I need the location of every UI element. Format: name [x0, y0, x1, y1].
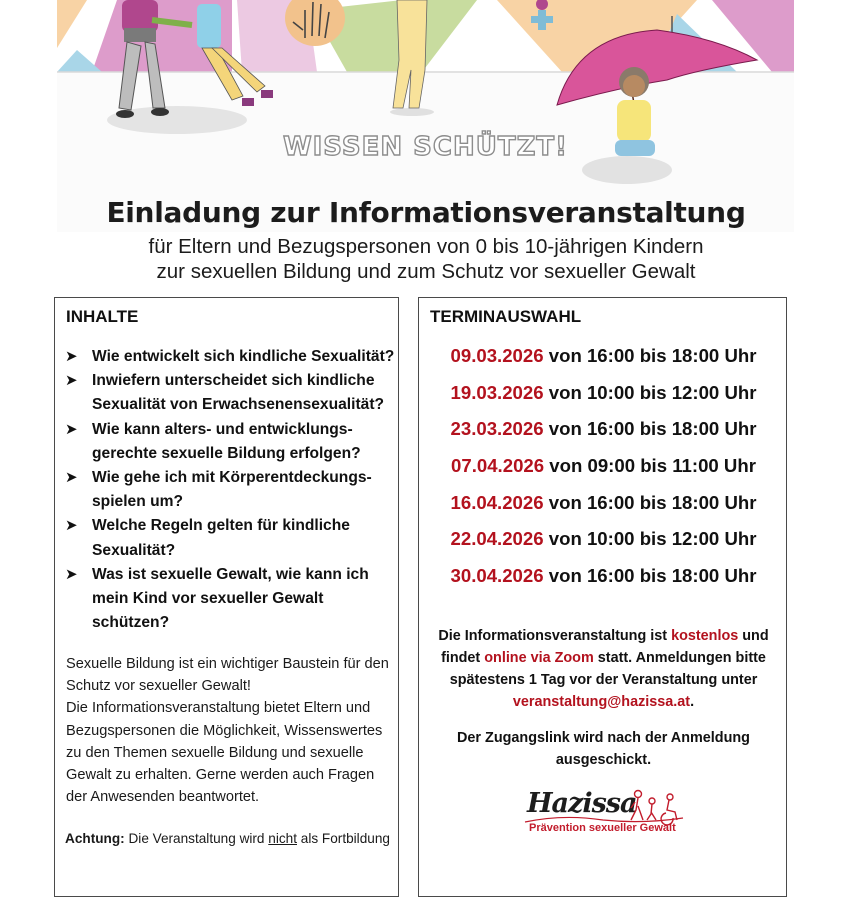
- question-text: Wie entwickelt sich kindliche Sexualität?: [92, 348, 395, 365]
- free-highlight: kostenlos: [671, 628, 739, 644]
- description-paragraph: [66, 653, 396, 808]
- date-value: 19.03.2026: [450, 381, 544, 403]
- question-text: Welche Regeln gelten für kindliche: [92, 517, 350, 535]
- time-range: von 10:00 bis 12:00 Uhr: [543, 381, 757, 403]
- info-text: spätestens 1 Tag vor der Veranstaltung unter: [449, 672, 758, 688]
- notice-text-part: als Fortbildung: [297, 831, 390, 846]
- access-text: ausgeschickt.: [555, 752, 652, 768]
- hazissa-logo: [523, 788, 687, 846]
- question-text: gerechte sexuelle Bildung erfolgen?: [92, 444, 361, 462]
- dates-heading: TERMINAUSWAHL: [430, 307, 582, 326]
- arrow-bullet-icon: ➤: [65, 469, 78, 487]
- question-text: Wie kann alters- und entwicklungs-: [92, 420, 353, 438]
- date-option: [419, 528, 788, 565]
- description-line: Schutz vor sexueller Gewalt!: [66, 678, 251, 695]
- date-value: 30.04.2026: [450, 565, 544, 587]
- time-range: von 16:00 bis 18:00 Uhr: [543, 565, 757, 587]
- list-item: [65, 345, 395, 369]
- page-title: Einladung zur Informationsveranstaltung: [106, 196, 746, 229]
- subtitle-line-1: für Eltern und Bezugspersonen von 0 bis 10-jährigen Kindern: [148, 235, 704, 258]
- arrow-bullet-icon: ➤: [65, 565, 78, 583]
- notice-label: Achtung:: [65, 831, 125, 846]
- question-text: Wie gehe ich mit Körperentdeckungs-: [92, 469, 372, 487]
- date-option: [419, 455, 788, 492]
- arrow-bullet-icon: ➤: [65, 517, 78, 535]
- arrow-bullet-icon: ➤: [65, 348, 78, 365]
- time-range: von 16:00 bis 18:00 Uhr: [543, 491, 757, 513]
- access-link-note: [419, 727, 788, 771]
- description-line: Sexuelle Bildung ist ein wichtiger Baustein für den: [66, 656, 389, 672]
- date-value: 07.04.2026: [451, 455, 545, 477]
- time-range: von 10:00 bis 12:00 Uhr: [543, 528, 757, 550]
- contents-heading: INHALTE: [66, 307, 139, 326]
- date-option: [419, 345, 788, 382]
- time-range: von 16:00 bis 18:00 Uhr: [543, 345, 757, 366]
- dates-list: [419, 345, 788, 602]
- logo-wordmark: Hazissa: [527, 788, 637, 819]
- notice-text: [55, 829, 400, 849]
- notice-emphasis: nicht: [268, 831, 297, 846]
- question-text: spielen um?: [92, 493, 183, 511]
- info-text: findet: [441, 650, 485, 666]
- logo-tagline: Prävention sexueller Gewalt: [529, 822, 676, 834]
- subtitle-line-2: zur sexuellen Bildung und zum Schutz vor sexueller Gewalt: [156, 260, 696, 283]
- slogan-text: WISSEN SCHÜTZT!: [282, 132, 569, 162]
- date-value: 16.04.2026: [450, 491, 544, 513]
- questions-list: [65, 345, 395, 635]
- description-line: Die Informationsveranstaltung bietet Eltern und: [66, 700, 371, 717]
- time-range: von 09:00 bis 11:00 Uhr: [544, 455, 756, 477]
- info-text: und: [738, 628, 769, 644]
- question-text: Was ist sexuelle Gewalt, wie kann ich: [92, 565, 369, 583]
- list-item: [65, 563, 395, 636]
- time-range: von 16:00 bis 18:00 Uhr: [543, 418, 757, 440]
- description-line: Bezugspersonen die Möglichkeit, Wissenswertes: [66, 722, 383, 739]
- question-text: Sexualität?: [92, 541, 176, 559]
- list-item: [65, 514, 395, 562]
- registration-info: [419, 625, 788, 713]
- date-value: 09.03.2026: [450, 345, 544, 366]
- arrow-bullet-icon: ➤: [65, 372, 78, 390]
- info-text: .: [690, 694, 695, 710]
- info-text: Die Informationsveranstaltung ist: [438, 628, 672, 644]
- dates-box: [418, 297, 787, 897]
- contents-box: [54, 297, 399, 897]
- arrow-bullet-icon: ➤: [65, 420, 78, 438]
- email-link[interactable]: veranstaltung@hazissa.at: [512, 694, 691, 710]
- description-line: zu den Themen sexuelle Bildung und sexuelle: [66, 744, 364, 761]
- description-line: Gewalt zu erhalten. Gerne werden auch Fragen: [66, 767, 375, 784]
- list-item: [65, 369, 395, 417]
- list-item: [65, 466, 395, 514]
- question-text: Inwiefern unterscheidet sich kindliche: [92, 372, 375, 390]
- info-text: statt. Anmeldungen bitte: [593, 650, 766, 666]
- date-option: [419, 382, 788, 419]
- question-text: schützen?: [92, 614, 170, 632]
- access-text: Der Zugangslink wird nach der Anmeldung: [457, 730, 750, 746]
- list-item: [65, 418, 395, 466]
- date-value: 23.03.2026: [450, 418, 544, 440]
- question-text: Sexualität von Erwachsenensexualität?: [92, 396, 385, 414]
- date-option: [419, 492, 788, 529]
- online-highlight: online via Zoom: [484, 650, 594, 666]
- description-line: der Anwesenden beantwortet.: [66, 789, 260, 806]
- date-value: 22.04.2026: [450, 528, 544, 550]
- date-option: [419, 565, 788, 602]
- notice-text-part: Die Veranstaltung wird: [124, 831, 269, 846]
- date-option: [419, 418, 788, 455]
- question-text: mein Kind vor sexueller Gewalt: [92, 590, 324, 608]
